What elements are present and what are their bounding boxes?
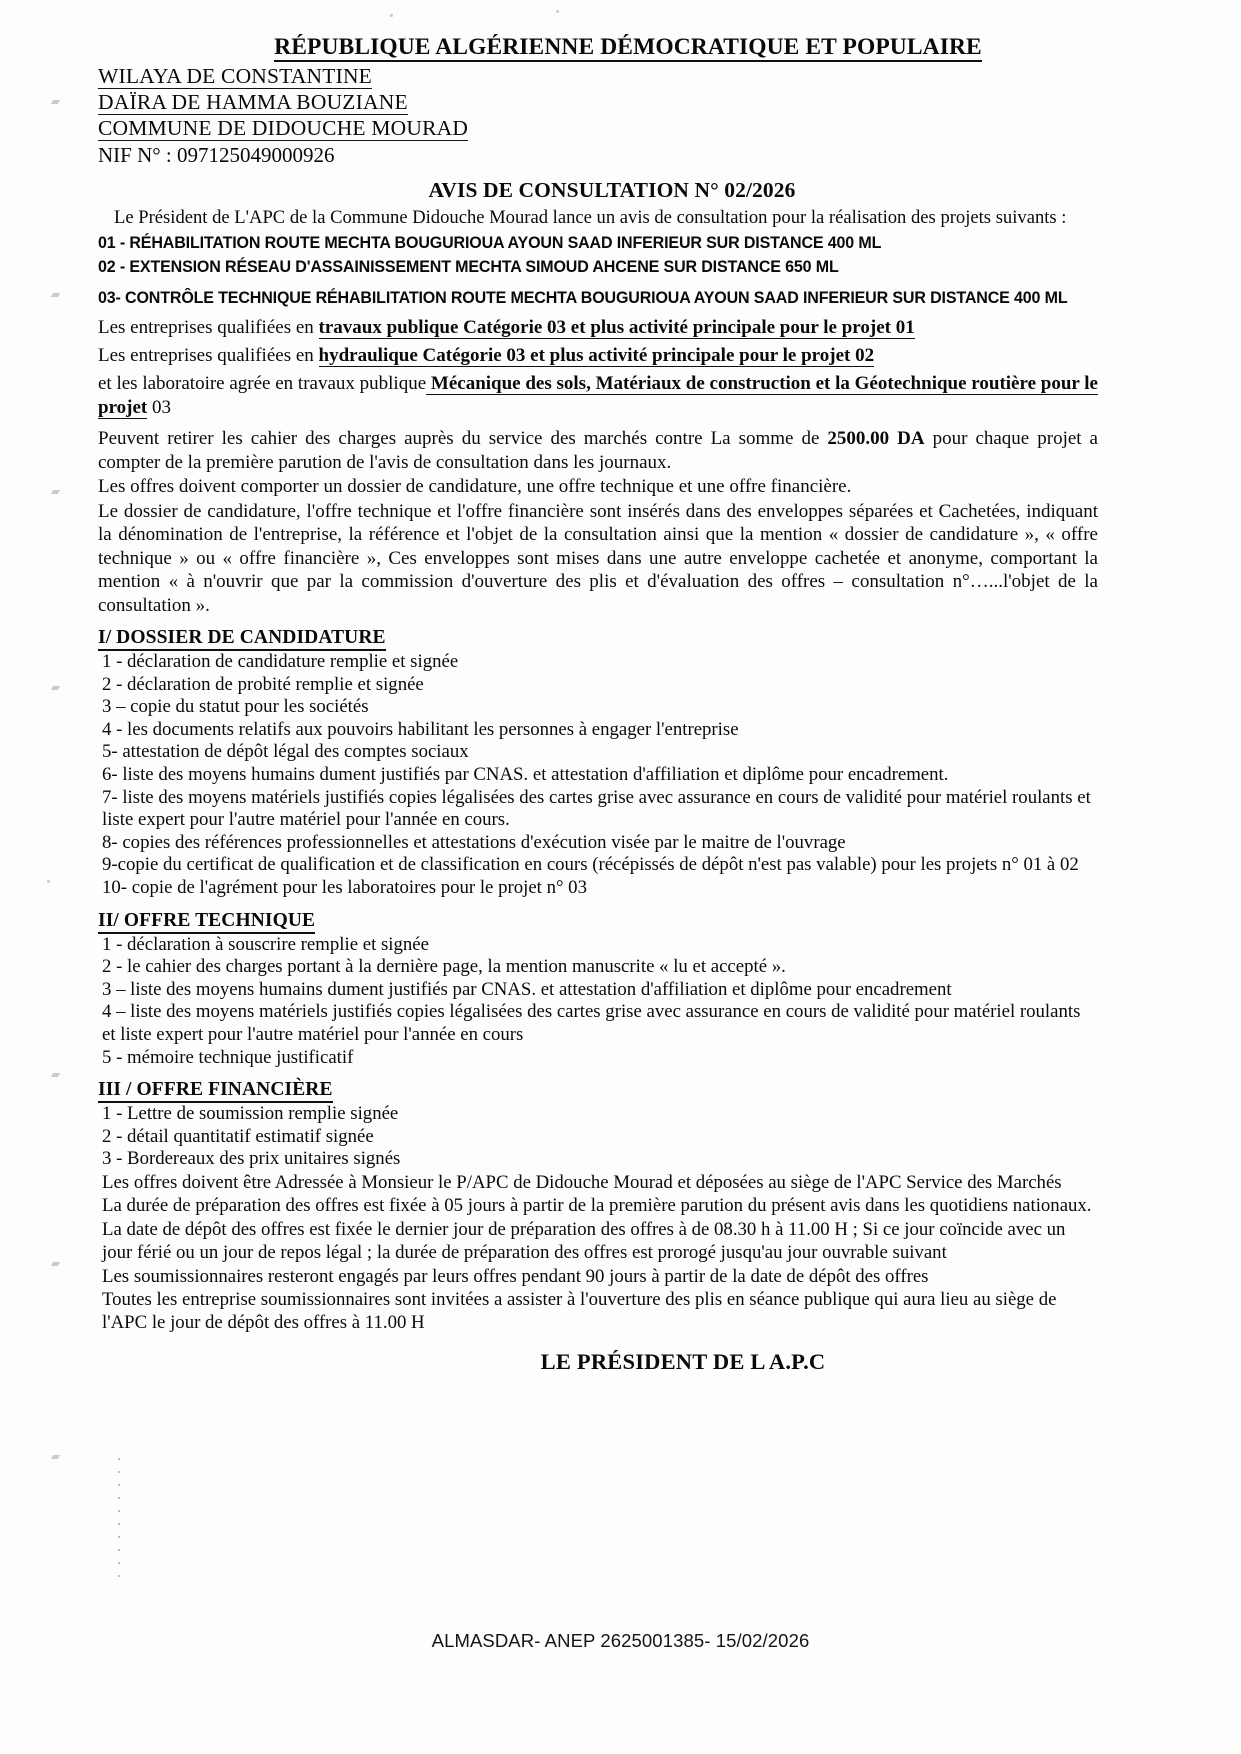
document-body: [98, 34, 1098, 1375]
closing-paragraph: La durée de préparation des offres est fixée à 05 jours à partir de la première parution du présent avis dans les quotidiens nationaux.: [102, 1195, 1092, 1217]
closing-paragraph: La date de dépôt des offres est fixée le dernier jour de préparation des offres à de 08.30 h à 11.00 H ; Si ce jour coïncide avec un jour férié ou un jour de repos légal ; la durée de préparation des offres est prorogé jusqu'au jour ouvrable suivant: [102, 1218, 1066, 1264]
qualification-emphasis: hydraulique Catégorie 03 et plus activité principale pour le projet 02: [318, 345, 875, 366]
commune-line: COMMUNE DE DIDOUCHE MOURAD: [98, 116, 469, 140]
scan-artifact: [51, 293, 60, 297]
section-dossier-candidature: [98, 622, 1098, 900]
qualification-prefix: Les entreprises qualifiées en: [98, 345, 319, 366]
list-item: 2 - déclaration de probité remplie et signée: [102, 673, 424, 695]
retrait-paragraph: [98, 427, 1098, 474]
signature-block: LE PRÉSIDENT DE L A.P.C: [540, 1348, 826, 1374]
qualification-line-2: [98, 344, 1098, 368]
scan-artifact: [47, 880, 50, 883]
wilaya-line: WILAYA DE CONSTANTINE: [98, 64, 372, 88]
notice-intro: Le Président de L'APC de la Commune Didouche Mourad lance un avis de consultation pour la réalisation des projets suivants :: [114, 207, 1067, 228]
list-item: 1 - déclaration de candidature remplie et signée: [102, 651, 459, 672]
scan-artifact: [556, 10, 559, 13]
section-heading-3: III / OFFRE FINANCIÈRE: [98, 1079, 333, 1103]
list-item: 5- attestation de dépôt légal des comptes sociaux: [102, 741, 469, 763]
project-item-03: 03- CONTRÔLE TECHNIQUE RÉHABILITATION ROUTE MECHTA BOUGURIOUA AYOUN SAAD INFERIEUR SUR DISTANCE 400 ML: [98, 289, 1068, 307]
list-item: 7- liste des moyens matériels justifiés copies légalisées des cartes grise avec assurance en cours de validité pour matériel roulants et liste expert pour l'autre matériel pour l'année en cours.: [102, 786, 1091, 831]
qualification-prefix: Les entreprises qualifiées en: [98, 317, 319, 338]
list-item: 8- copies des références professionnelles et attestations d'exécution visée par le maitre de l'ouvrage: [102, 831, 846, 853]
scan-artifact: [51, 1455, 60, 1459]
qualification-emphasis: Mécanique des sols, Matériaux de construction et la Géotechnique routière pour le projet: [98, 373, 1098, 418]
scan-artifact: [51, 490, 60, 494]
qualification-line-3: [98, 372, 1098, 420]
retrait-text-after: pour chaque projet a compter de la première parution de l'avis de consultation dans les journaux.: [98, 428, 1098, 473]
list-item: 5 - mémoire technique justificatif: [102, 1046, 354, 1068]
list-item: 1 - déclaration à souscrire remplie et signée: [102, 933, 429, 955]
list-item: 3 - Bordereaux des prix unitaires signés: [102, 1148, 401, 1170]
project-item-01: 01 - RÉHABILITATION ROUTE MECHTA BOUGURIOUA AYOUN SAAD INFERIEUR SUR DISTANCE 400 ML: [98, 234, 882, 252]
list-item: 10- copie de l'agrément pour les laboratoires pour le projet n° 03: [102, 876, 587, 898]
closing-paragraph: Les soumissionnaires resteront engagés par leurs offres pendant 90 jours à partir de la date de dépôt des offres: [102, 1265, 929, 1287]
retrait-amount: 2500.00 DA: [827, 428, 925, 449]
notice-title: AVIS DE CONSULTATION N° 02/2026: [428, 178, 796, 202]
list-item: 3 – liste des moyens humains dument justifiés par CNAS. et attestation d'affiliation et diplôme pour encadrement: [102, 978, 952, 1000]
enveloppes-paragraph: Le dossier de candidature, l'offre technique et l'offre financière sont insérés dans des enveloppes séparées et Cachetées, indiquant la dénomination de l'entreprise, la référence et l'objet de la consultation ainsi que la mention « dossier de candidature », « offre technique » ou « offre financière », Ces enveloppes sont mises dans une autre enveloppe cachetée et anonyme, comportant la mention « à n'ouvrir que par la commission d'ouverture des plis et d'évaluation des offres – consultation n°…...l'objet de la consultation ».: [98, 500, 1098, 616]
list-item: 1 - Lettre de soumission remplie signée: [102, 1103, 399, 1125]
list-item: 3 – copie du statut pour les sociétés: [102, 696, 369, 718]
scan-artifact: [51, 686, 60, 690]
closing-paragraph: Toutes les entreprise soumissionnaires sont invitées a assister à l'ouverture des plis en séance publique qui aura lieu au siège de l'APC le jour de dépôt des offres à 11.00 H: [102, 1288, 1057, 1334]
footer-reference: ALMASDAR- ANEP 2625001385- 15/02/2026: [431, 1630, 810, 1651]
qualification-emphasis: travaux publique Catégorie 03 et plus activité principale pour le projet 01: [318, 317, 915, 338]
republic-title: RÉPUBLIQUE ALGÉRIENNE DÉMOCRATIQUE ET POPULAIRE: [274, 34, 982, 60]
list-item: 2 - le cahier des charges portant à la dernière page, la mention manuscrite « lu et accepté ».: [102, 956, 786, 978]
daira-line: DAÏRA DE HAMMA BOUZIANE: [98, 90, 408, 114]
list-item: 9-copie du certificat de qualification et de classification en cours (récépissés de dépôt n'est pas valable) pour les projets n° 01 à 02: [102, 854, 1079, 876]
scan-artifact: [51, 1073, 60, 1077]
list-item: 4 – liste des moyens matériels justifiés copies légalisées des cartes grise avec assurance en cours de validité pour matériel roulants et liste expert pour l'autre matériel pour l'année en cours: [102, 1001, 1081, 1045]
nif-line: NIF N° : 097125049000926: [98, 143, 335, 167]
list-item: 4 - les documents relatifs aux pouvoirs habilitant les personnes à engager l'entreprise: [102, 718, 739, 740]
scan-artifact: [51, 100, 60, 104]
qualification-prefix: et les laboratoire agrée en travaux publique: [98, 373, 427, 394]
retrait-text-before: Peuvent retirer les cahier des charges auprès du service des marchés contre La somme de: [98, 428, 828, 449]
list-item: 6- liste des moyens humains dument justifiés par CNAS. et attestation d'affiliation et diplôme pour encadrement.: [102, 763, 949, 785]
section-heading-1: I/ DOSSIER DE CANDIDATURE: [98, 627, 386, 651]
section-offre-financiere: [98, 1074, 1098, 1171]
list-item: 2 - détail quantitatif estimatif signée: [102, 1125, 374, 1147]
scan-artifact: [51, 1262, 60, 1266]
closing-paragraph: Les offres doivent être Adressée à Monsieur le P/APC de Didouche Mourad et déposées au siège de l'APC Service des Marchés: [102, 1171, 1062, 1193]
scan-artifact-column: [118, 1458, 122, 1588]
section-heading-2: II/ OFFRE TECHNIQUE: [98, 910, 315, 934]
offre-contents-paragraph: Les offres doivent comporter un dossier de candidature, une offre technique et une offre financière.: [98, 476, 852, 497]
scan-artifact: [390, 14, 393, 17]
qualification-line-1: [98, 316, 1098, 340]
section-offre-technique: [98, 905, 1098, 1070]
project-item-02: 02 - EXTENSION RÉSEAU D'ASSAINISSEMENT MECHTA SIMOUD AHCENE SUR DISTANCE 650 ML: [98, 258, 839, 276]
qualification-suffix: 03: [147, 397, 171, 418]
